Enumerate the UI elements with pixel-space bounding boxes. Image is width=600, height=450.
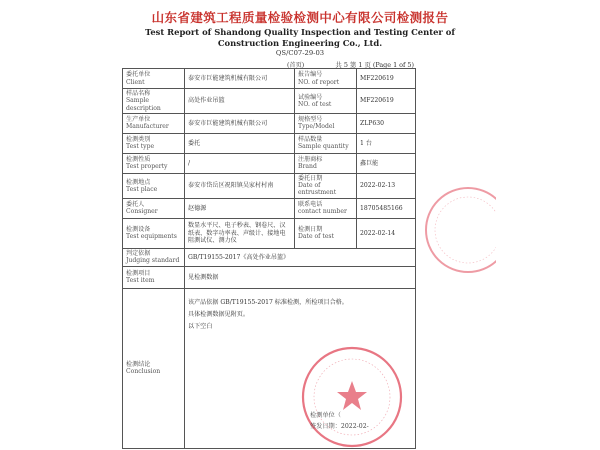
table-row (123, 248, 416, 266)
test-item-value: 见检测数据 (185, 266, 416, 288)
client-label: 委托单位 Client (123, 69, 185, 89)
table-row (123, 218, 416, 248)
entrustment-date-label: 委托日期 Date of entrustment (295, 173, 357, 198)
contact-label: 联系电话 contact number (295, 198, 357, 218)
table-row (123, 89, 416, 114)
table-row (123, 113, 416, 133)
test-date-value: 2022-02-14 (357, 218, 416, 248)
table-row (123, 266, 416, 288)
official-seal-stamp (300, 345, 404, 449)
issue-date-label: 签发日期：2022-02- (310, 423, 369, 430)
test-type-label: 检测类别 Test type (123, 133, 185, 153)
table-row (123, 133, 416, 153)
client-value: 泰安市巨能建筑机械有限公司 (185, 69, 295, 89)
test-no-value: MF220619 (357, 89, 416, 114)
equipment-label: 检测设备 Test equipments (123, 218, 185, 248)
type-model-label: 规格型号 Type/Model (295, 113, 357, 133)
brand-label: 注册商标 Brand (295, 153, 357, 173)
partial-seal-stamp (418, 182, 496, 278)
conclusion-line: 具体检测数据见附页。 (188, 311, 249, 319)
manufacturer-label: 生产单位 Manufacturer (123, 113, 185, 133)
sample-quantity-value: 1 台 (357, 133, 416, 153)
judging-standard-label: 判定依据 Judging standard (123, 248, 185, 266)
manufacturer-value: 泰安市巨能建筑机械有限公司 (185, 113, 295, 133)
contact-value: 18705485166 (357, 198, 416, 218)
table-row (123, 198, 416, 218)
entrustment-date-value: 2022-02-13 (357, 173, 416, 198)
test-no-label: 试验编号 NO. of test (295, 89, 357, 114)
table-row (123, 69, 416, 89)
table-row (123, 153, 416, 173)
test-type-value: 委托 (185, 133, 295, 153)
test-item-label: 检测项目 Test item (123, 266, 185, 288)
test-date-label: 检测日期 Date of test (295, 218, 357, 248)
report-title-en-line1: Test Report of Shandong Quality Inspection and Testing Center of (145, 27, 455, 37)
type-model-value: ZLP630 (357, 113, 416, 133)
conclusion-label: 检测结论 Conclusion (123, 288, 185, 448)
test-place-value: 泰安市岱岳区祝阳镇吴家村村南 (185, 173, 295, 198)
page-info: 共 5 第 1 页 (Page 1 of 5) (335, 61, 414, 69)
test-property-value: / (185, 153, 295, 173)
signature-area (310, 410, 369, 432)
document-code: QS/C07-29-03 (275, 49, 325, 57)
test-property-label: 检测性质 Test property (123, 153, 185, 173)
report-no-value: MF220619 (357, 69, 416, 89)
test-place-label: 检测地点 Test place (123, 173, 185, 198)
conclusion-line: 该产品依据 GB/T19155-2017 标准检测，所检项目合格。 (188, 298, 348, 306)
sample-name-label: 样品名称 Sample description (123, 89, 185, 114)
sample-name-value: 高处作业吊篮 (185, 89, 295, 114)
conclusion-line: 以下空白 (188, 323, 213, 331)
seal-star-icon (337, 381, 367, 410)
table-row (123, 173, 416, 198)
issuing-unit-label: 检测单位（ (310, 412, 341, 419)
sample-quantity-label: 样品数量 Sample quantity (295, 133, 357, 153)
report-title-en (0, 27, 600, 48)
report-title-cn: 山东省建筑工程质量检验检测中心有限公司检测报告 (151, 10, 449, 25)
consigner-label: 委托人 Consigner (123, 198, 185, 218)
report-no-label: 报告编号 NO. of report (295, 69, 357, 89)
equipment-value: 数显水平尺、电子秒表、钢卷尺、汉 纸表、数字功率表、声级计、接地电 阻测试仪、测力仪 (185, 218, 295, 248)
consigner-value: 赵德源 (185, 198, 295, 218)
report-title-en-line2: Construction Engineering Co., Ltd. (217, 37, 383, 48)
copy-label: (首页) (287, 62, 305, 69)
brand-value: 鑫巨能 (357, 153, 416, 173)
judging-standard-value: GB/T19155-2017《高处作业吊篮》 (185, 248, 416, 266)
